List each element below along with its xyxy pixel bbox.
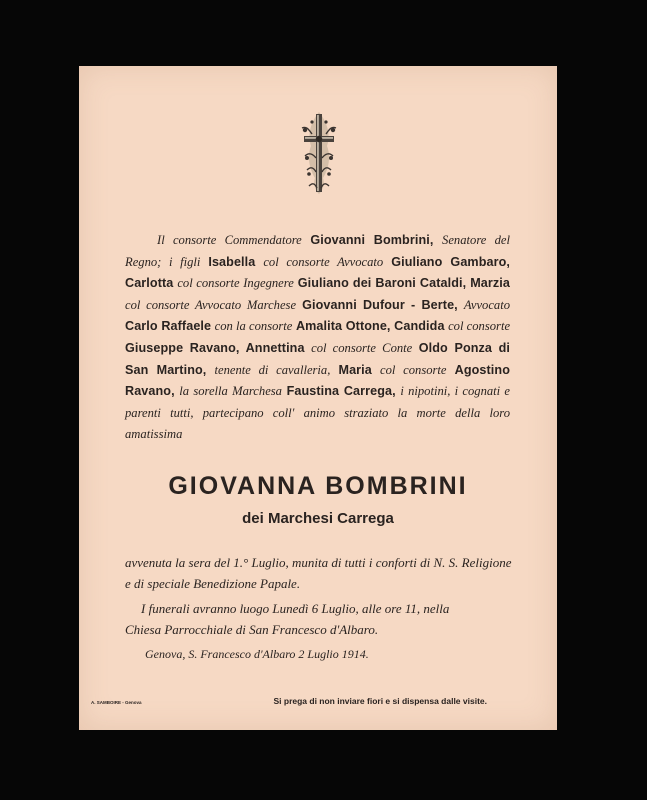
intro-part: Il consorte Commendatore (157, 233, 302, 247)
intro-name: Giuseppe Ravano, Annettina (125, 340, 305, 355)
intro-part: col consorte Conte (311, 340, 413, 355)
intro-name: Agostino Ravano, (125, 362, 510, 399)
intro-name: Giuliano dei Baroni Cataldi, Marzia (297, 276, 511, 291)
cross-icon (299, 108, 339, 196)
family-line: dei Marchesi Carrega (242, 510, 394, 527)
intro-part: la sorella Marchesa (179, 384, 282, 399)
funeral-notice-line: Chiesa Parrocchiale di San Francesco d'Albaro. (125, 622, 379, 637)
intro-part: i nipotini, i cognati e parenti tutti, partecipano coll' animo straziato la morte della loro amatissima (125, 384, 510, 442)
place-date: Genova, S. Francesco d'Albaro 2 Luglio 1914. (145, 647, 369, 661)
intro-part: Avvocato (463, 297, 511, 312)
footer-note: Si prega di non inviare fiori e si dispensa dalle visite. (273, 696, 487, 706)
deceased-name: GIOVANNA BOMBRINI (168, 472, 468, 500)
intro-name: Oldo Ponza di San Martino, (125, 340, 511, 377)
intro-name: Faustina Carrega, (286, 384, 396, 399)
intro-part: Senatore del Regno; i figli (125, 233, 510, 269)
obituary-card (79, 66, 557, 730)
funeral-notice (125, 598, 515, 640)
announcement-text (125, 230, 510, 446)
intro-part: con la consorte (214, 319, 293, 334)
printer-mark: A. SAMBOIRE - Genova (91, 700, 142, 705)
intro-name: Isabella (208, 254, 256, 269)
intro-name: Maria (338, 362, 372, 377)
death-notice: avvenuta la sera del 1.° Luglio, munita di tutti i conforti di N. S. Religione e di speciale Benedizione Papale. (125, 555, 512, 591)
intro-part: col consorte (448, 319, 511, 334)
intro-part: col consorte (380, 362, 447, 377)
intro-name: Giuliano Gambaro, Carlotta (125, 254, 511, 291)
intro-name: Amalita Ottone, Candida (295, 319, 445, 334)
funeral-notice-line: I funerali avranno luogo Lunedì 6 Luglio, alle ore 11, nella (141, 601, 450, 616)
intro-name: Giovanni Bombrini, (310, 233, 434, 247)
intro-part: col consorte Avvocato (263, 254, 384, 269)
intro-part: tenente di cavalleria, (214, 362, 331, 377)
intro-name: Giovanni Dufour - Berte, (302, 297, 458, 312)
intro-name: Carlo Raffaele (125, 319, 212, 334)
intro-part: col consorte Avvocato Marchese (125, 297, 297, 312)
intro-part: col consorte Ingegnere (177, 276, 294, 291)
